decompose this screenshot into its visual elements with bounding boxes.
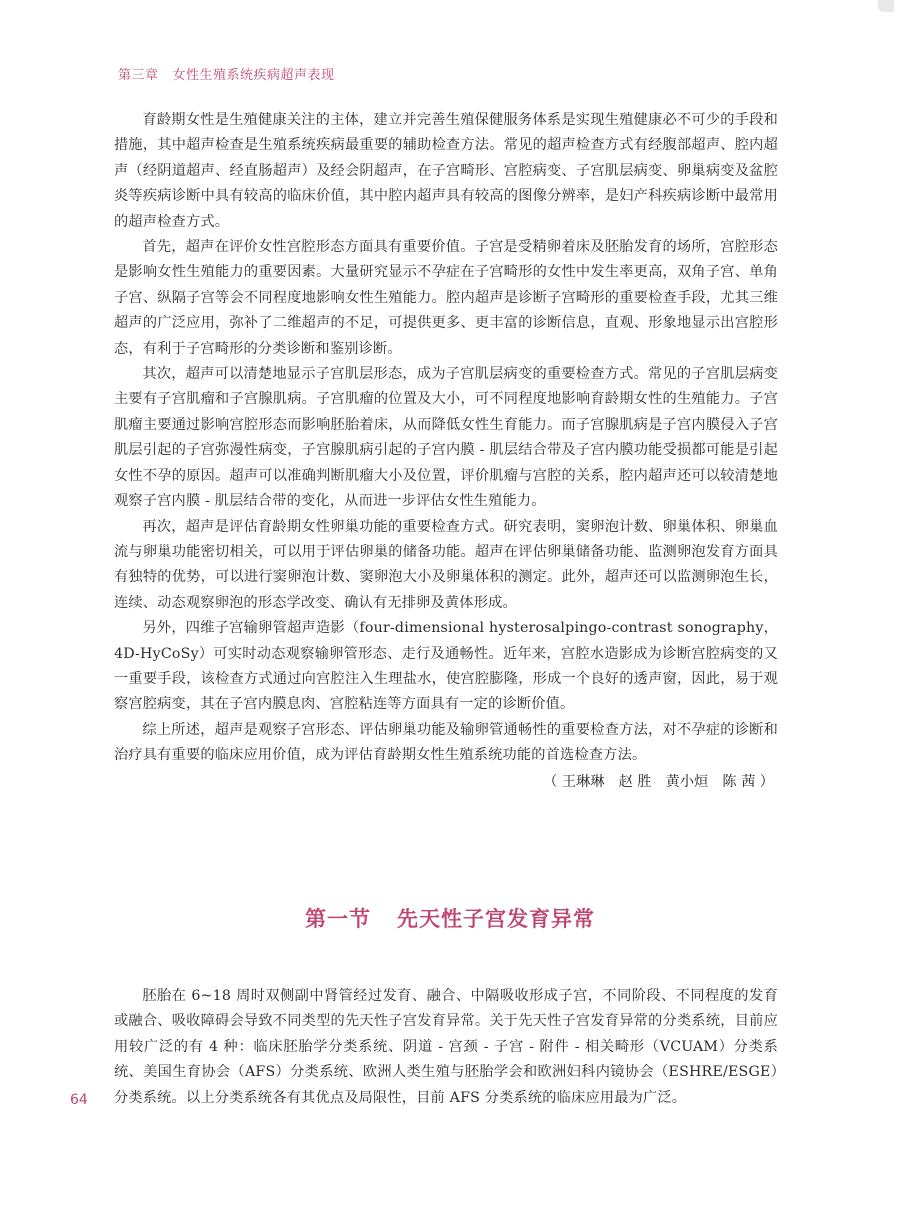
chapter-title: 女性生殖系统疾病超声表现 [172,68,335,83]
section-text [114,984,778,1111]
paragraph: 育龄期女性是生殖健康关注的主体，建立并完善生殖保健服务体系是实现生殖健康必不可少的手段和措施，其中超声检查是生殖系统疾病最重要的辅助检查方法。常见的超声检查方式有经腹部超声、腔内超声（经阴道超声、经直肠超声）及经会阴超声，在子宫畸形、宫腔病变、子宫肌层病变、卵巢病变及盆腔炎等疾病诊断中具有较高的临床价值，其中腔内超声具有较高的图像分辨率，是妇产科疾病诊断中最常用的超声检查方式。 [114,112,778,230]
section-number: 第一节 [305,907,371,931]
paragraph: 其次，超声可以清楚地显示子宫肌层形态，成为子宫肌层病变的重要检查方式。常见的子宫肌层病变主要有子宫肌瘤和子宫腺肌病。子宫肌瘤的位置及大小，可不同程度地影响育龄期女性的生殖能力。子宫肌瘤主要通过影响宫腔形态而影响胚胎着床，从而降低女性生育能力。而子宫腺肌病是子宫内膜侵入子宫肌层引起的子宫弥漫性病变，子宫腺肌病引起的子宫内膜 - 肌层结合带及子宫内膜功能受损都可能是引起女性不孕的原因。超声可以准确判断肌瘤大小及位置，评价肌瘤与宫腔的关系，腔内超声还可以较清楚地观察子宫内膜 - 肌层结合带的变化，从而进一步评估女性生殖能力。 [114,366,778,510]
authors: （ 王琳琳 赵 胜 黄小烜 陈 茜 ） [543,773,774,790]
chapter-label: 第三章 [118,68,159,83]
page-corner-mark [878,0,894,12]
paragraph: 首先，超声在评价女性宫腔形态方面具有重要价值。子宫是受精卵着床及胚胎发育的场所，宫腔形态是影响女性生殖能力的重要因素。大量研究显示不孕症在子宫畸形的女性中发生率更高，双角子宫、单角子宫、纵隔子宫等会不同程度地影响女性生殖能力。腔内超声是诊断子宫畸形的重要检查手段，尤其三维超声的广泛应用，弥补了二维超声的不足，可提供更多、更丰富的诊断信息，直观、形象地显示出宫腔形态，有利于子宫畸形的分类诊断和鉴别诊断。 [114,239,778,357]
paragraph: 另外，四维子宫输卵管超声造影（four-dimensional hysterosalpingo-contrast sonography，4D-HyCoSy）可实时动态观察输卵管形态、走行及通畅性。近年来，宫腔水造影成为诊断宫腔病变的又一重要手段，该检查方式通过向宫腔注入生理盐水，使宫腔膨隆，形成一个良好的透声窗，因此，易于观察宫腔病变，其在子宫内膜息肉、宫腔粘连等方面具有一定的诊断价值。 [114,620,778,713]
running-header [118,64,335,83]
section-title: 先天性子宫发育异常 [397,907,595,931]
section-heading [0,903,900,933]
paragraph: 再次，超声是评估育龄期女性卵巢功能的重要检查方式。研究表明，窦卵泡计数、卵巢体积、卵巢血流与卵巢功能密切相关，可以用于评估卵巢的储备功能。超声在评估卵巢储备功能、监测卵泡发育方面具有独特的优势，可以进行窦卵泡计数、窦卵泡大小及卵巢体积的测定。此外，超声还可以监测卵泡生长，连续、动态观察卵泡的形态学改变、确认有无排卵及黄体形成。 [114,518,778,611]
intro-text [114,108,778,795]
paragraph: 综上所述，超声是观察子宫形态、评估卵巢功能及输卵管通畅性的重要检查方法，对不孕症的诊断和治疗具有重要的临床应用价值，成为评估育龄期女性生殖系统功能的首选检查方法。 [114,721,778,764]
paragraph: 胚胎在 6~18 周时双侧副中肾管经过发育、融合、中隔吸收形成子宫，不同阶段、不同程度的发育或融合、吸收障碍会导致不同类型的先天性子宫发育异常。关于先天性子宫发育异常的分类系统，目前应用较广泛的有 4 种：临床胚胎学分类系统、阴道 - 宫颈 - 子宫 - 附件 - 相关畸形（VCUAM）分类系统、美国生育协会（AFS）分类系统、欧洲人类生殖与胚胎学会和欧洲妇科内镜协会（ESHRE/ESGE）分类系统。以上分类系统各有其优点及局限性，目前 AFS 分类系统的临床应用最为广泛。 [114,988,778,1106]
page-number: 64 [70,1092,88,1108]
